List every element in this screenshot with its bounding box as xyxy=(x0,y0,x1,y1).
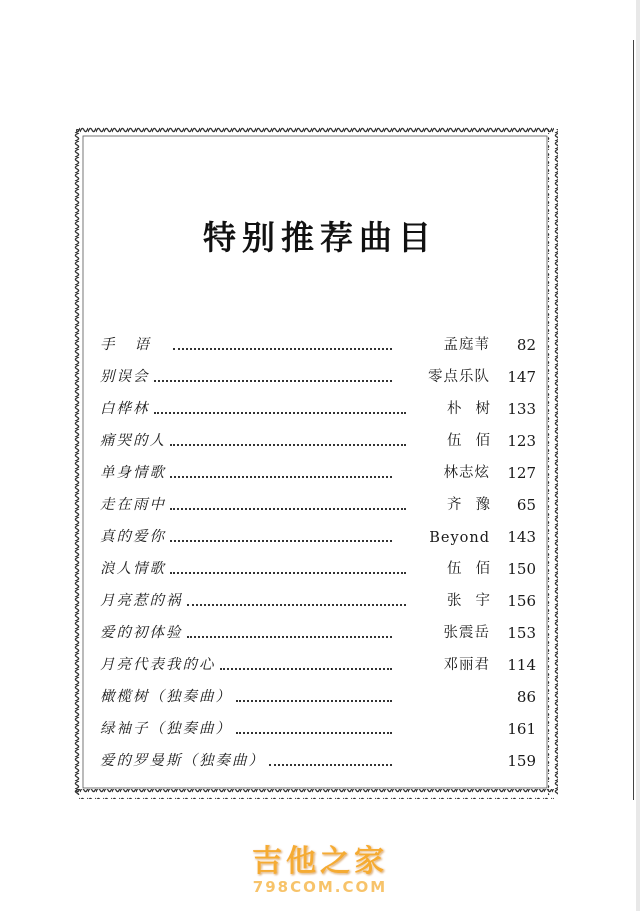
toc-list xyxy=(100,328,536,776)
toc-row[interactable] xyxy=(100,744,536,776)
toc-row[interactable] xyxy=(100,584,536,616)
leader-dots xyxy=(170,476,392,478)
leader-dots xyxy=(269,764,392,766)
page-number: 123 xyxy=(507,432,536,450)
artist-name: 伍佰 xyxy=(447,561,504,577)
artist-name: Beyond xyxy=(429,530,490,546)
artist-name: 林志炫 xyxy=(443,465,490,481)
song-title: 橄榄树（独奏曲） xyxy=(100,689,232,705)
page-number: 153 xyxy=(507,624,536,642)
song-title: 爱的罗曼斯（独奏曲） xyxy=(100,753,265,769)
song-title: 浪人情歌 xyxy=(100,561,166,577)
leader-dots xyxy=(154,412,407,414)
leader-dots xyxy=(187,604,407,606)
song-title: 痛哭的人 xyxy=(100,433,166,449)
toc-row[interactable] xyxy=(100,648,536,680)
page-number: 114 xyxy=(507,656,536,674)
page-number: 161 xyxy=(507,720,536,738)
toc-row[interactable] xyxy=(100,520,536,552)
artist-name: 张震岳 xyxy=(443,625,490,641)
toc-row[interactable] xyxy=(100,712,536,744)
song-title: 爱的初体验 xyxy=(100,625,183,641)
leader-dots xyxy=(187,636,393,638)
leader-dots xyxy=(170,508,406,510)
song-title: 真的爱你 xyxy=(100,529,166,545)
artist-name: 邓丽君 xyxy=(443,657,490,673)
leader-dots xyxy=(154,380,393,382)
artist-name xyxy=(398,770,490,776)
artist-name: 齐豫 xyxy=(447,497,504,513)
site-watermark xyxy=(0,836,640,896)
artist-name: 伍佰 xyxy=(447,433,504,449)
leader-dots xyxy=(236,700,392,702)
leader-dots xyxy=(220,668,393,670)
page-number: 65 xyxy=(516,496,536,514)
song-title: 手语 xyxy=(100,337,169,353)
page-number: 143 xyxy=(507,528,536,546)
page-number: 156 xyxy=(507,592,536,610)
toc-row[interactable] xyxy=(100,616,536,648)
song-title: 单身情歌 xyxy=(100,465,166,481)
spine-line xyxy=(633,40,634,800)
page-number: 159 xyxy=(507,752,536,770)
toc-row[interactable] xyxy=(100,456,536,488)
song-title: 月亮惹的祸 xyxy=(100,593,183,609)
artist-name: 朴树 xyxy=(447,401,504,417)
leader-dots xyxy=(173,348,392,350)
page-number: 127 xyxy=(507,464,536,482)
page-number: 133 xyxy=(507,400,536,418)
toc-row[interactable] xyxy=(100,680,536,712)
page-number: 150 xyxy=(507,560,536,578)
page-title: 特别推荐曲目 xyxy=(203,218,437,257)
leader-dots xyxy=(170,444,406,446)
song-title: 走在雨中 xyxy=(100,497,166,513)
page-edge xyxy=(636,0,640,911)
watermark-logo-text: 吉他之家 xyxy=(252,844,388,879)
toc-row[interactable] xyxy=(100,424,536,456)
page-number: 147 xyxy=(507,368,536,386)
song-title: 月亮代表我的心 xyxy=(100,657,216,673)
leader-dots xyxy=(236,732,392,734)
song-title: 别误会 xyxy=(100,369,150,385)
toc-row[interactable] xyxy=(100,360,536,392)
toc-row[interactable] xyxy=(100,328,536,360)
toc-row[interactable] xyxy=(100,392,536,424)
leader-dots xyxy=(170,540,392,542)
song-title: 白桦林 xyxy=(100,401,150,417)
artist-name: 孟庭苇 xyxy=(443,337,490,353)
toc-row[interactable] xyxy=(100,552,536,584)
page-number: 82 xyxy=(516,336,536,354)
artist-name: 张宇 xyxy=(447,593,504,609)
watermark-url: 798COM.COM xyxy=(252,878,388,896)
artist-name: 零点乐队 xyxy=(428,369,490,385)
song-title: 绿袖子（独奏曲） xyxy=(100,721,232,737)
leader-dots xyxy=(170,572,406,574)
page-number: 86 xyxy=(516,688,536,706)
toc-row[interactable] xyxy=(100,488,536,520)
